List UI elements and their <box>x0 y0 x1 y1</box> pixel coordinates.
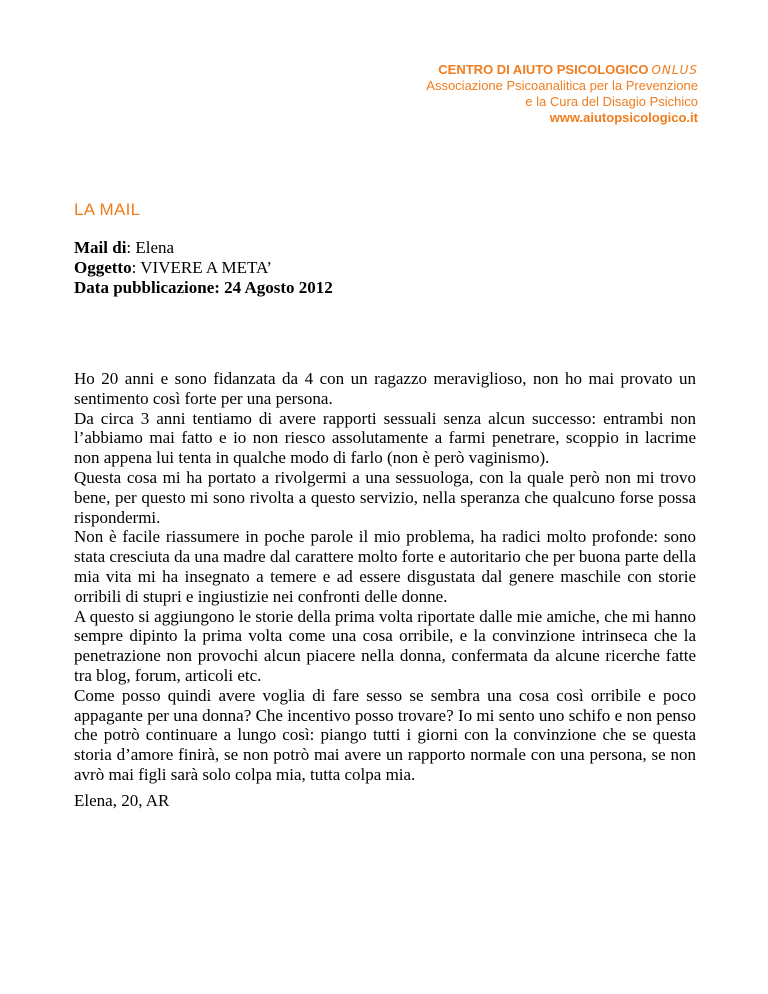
letterhead-organization-line <box>426 62 698 78</box>
mail-subject-value: : VIVERE A META’ <box>131 258 273 277</box>
association-line-2: e la Cura del Disagio Psichico <box>525 94 698 109</box>
mail-subject-label: Oggetto <box>74 258 132 277</box>
mail-body <box>74 369 696 785</box>
mail-subject <box>74 258 333 278</box>
onlus-mark: ONLUS <box>651 63 698 77</box>
body-paragraph: Ho 20 anni e sono fidanzata da 4 con un ragazzo meraviglioso, non ho mai provato un sentimento così forte per una persona. <box>74 369 696 408</box>
mail-from-value: : Elena <box>126 238 175 257</box>
section-title: LA MAIL <box>74 200 141 219</box>
signature: Elena, 20, AR <box>74 791 170 810</box>
organization-name: CENTRO DI AIUTO PSICOLOGICO <box>438 62 649 77</box>
body-paragraph: Non è facile riassumere in poche parole il mio problema, ha radici molto profonde: sono stata cresciuta da una madre dal carattere molto forte e autoritario che per buona parte della mia vita mi ha insegnato a temere e ad essere disgustata dal genere maschile con storie orribili di stupri e ingiustizie nei confronti delle donne. <box>74 527 696 606</box>
mail-date <box>74 278 333 298</box>
body-paragraph: Questa cosa mi ha portato a rivolgermi a una sessuologa, con la quale però non mi trovo bene, per questo mi sono rivolta a questo servizio, nella speranza che qualcuno forse possa rispondermi. <box>74 467 696 527</box>
body-paragraph: A questo si aggiungono le storie della prima volta riportate dalle mie amiche, che mi hanno sempre dipinto la prima volta come una cosa orribile, e la convinzione intrinseca che la penetrazione non provochi alcun piacere nella donna, confermata da alcune ricerche fatte tra blog, forum, articoli etc. <box>74 606 696 685</box>
mail-from <box>74 238 333 258</box>
association-line-1: Associazione Psicoanalitica per la Prevenzione <box>426 78 698 93</box>
mail-from-label: Mail di <box>74 238 127 257</box>
letterhead <box>426 62 698 126</box>
body-paragraph: Come posso quindi avere voglia di fare sesso se sembra una cosa così orribile e poco appagante per una donna? Che incentivo posso trovare? Io mi sento uno schifo e non penso che potrò continuare a lungo così: piango tutti i giorni con la convinzione che se questa storia d’amore finirà, se non potrò mai avere un rapporto normale con una persona, se non avrò mai figli sarà solo colpa mia, tutta colpa mia. <box>74 685 696 784</box>
mail-metadata <box>74 238 333 298</box>
publication-date: Data pubblicazione: 24 Agosto 2012 <box>74 278 333 297</box>
body-paragraph: Da circa 3 anni tentiamo di avere rapporti sessuali senza alcun successo: entrambi non l’abbiamo mai fatto e io non riesco assolutamente a farmi penetrare, scoppio in lacrime non appena lui tenta in qualche modo di farlo (non è però vaginismo). <box>74 408 696 468</box>
website-link[interactable]: www.aiutopsicologico.it <box>549 110 698 125</box>
